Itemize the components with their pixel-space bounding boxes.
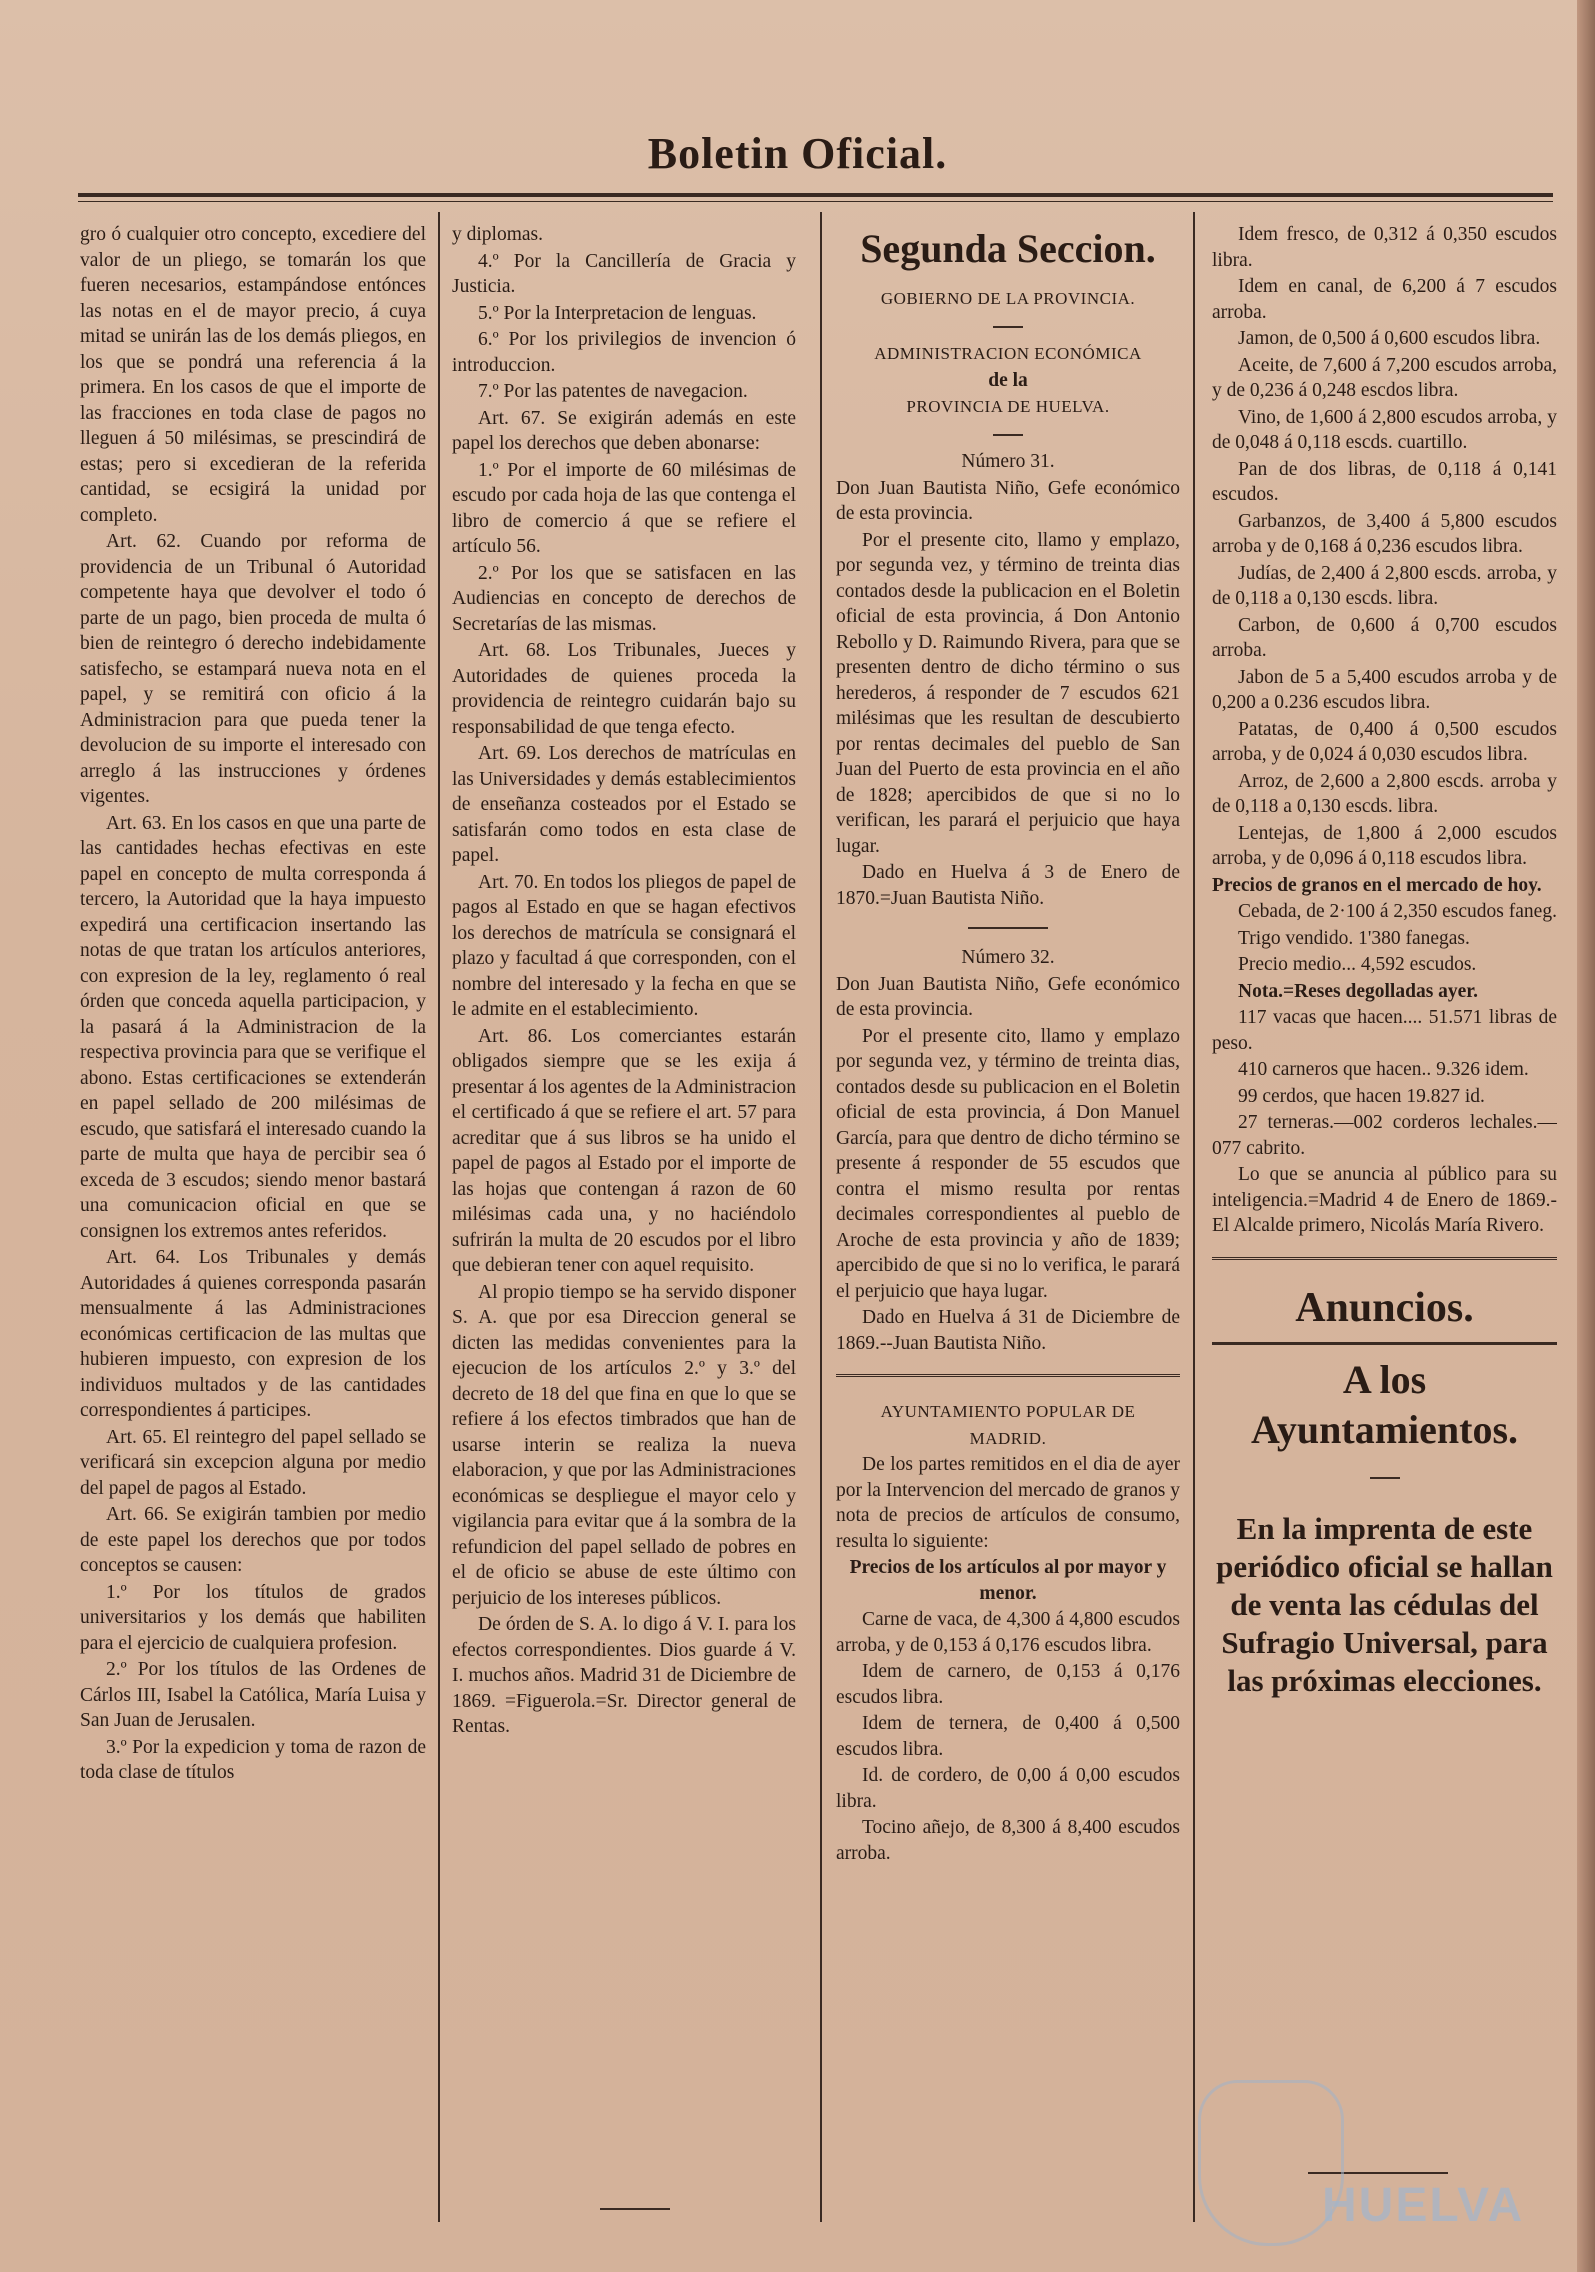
- paragraph: 6.º Por los privilegios de invencion ó introduccion.: [452, 329, 796, 376]
- paragraph: 1.º Por los títulos de grados universitarios y los demás que habiliten para el ejercicio de cualquiera profesion.: [80, 1581, 426, 1654]
- column-divider-3: [1193, 212, 1195, 2222]
- granos-heading: Precios de granos en el mercado de hoy.: [1212, 874, 1542, 896]
- price-item: Tocino añejo, de 8,300 á 8,400 escudos arroba.: [836, 1817, 1180, 1864]
- paragraph: y diplomas.: [452, 224, 543, 245]
- paragraph: Don Juan Bautista Niño, Gefe económico de esta provincia.: [836, 477, 1180, 524]
- anuncios-title: Anuncios.: [1295, 1284, 1474, 1331]
- advertisement-body: En la imprenta de este periódico oficial se hallan de venta las cédulas del Sufragio Universal, para las próximas elecciones.: [1216, 1511, 1553, 1698]
- nota-heading: Nota.=Reses degolladas ayer.: [1238, 980, 1479, 1002]
- section-rule: [1212, 1257, 1557, 1260]
- dash: [1212, 1465, 1557, 1491]
- reses-item: 117 vacas que hacen.... 51.571 libras de peso.: [1212, 1007, 1557, 1054]
- column-4: [1212, 222, 1557, 2222]
- signature-paragraph: De órden de S. A. lo digo á V. I. para los efectos correspondientes. Dios guarde á V. I. muchos años. Madrid 31 de Diciembre de 1869. =Figuerola.=Sr. Director general de Rentas.: [452, 1614, 796, 1737]
- anuncios-rule: [1212, 1342, 1557, 1345]
- column-divider-1: [438, 212, 440, 2222]
- price-item: Arroz, de 2,600 a 2,800 escds. arroba y de 0,118 a 0,130 escds. libra.: [1212, 770, 1557, 817]
- paragraph: 3.º Por la expedicion y toma de razon de toda clase de títulos: [80, 1736, 426, 1783]
- reses-item: 410 carneros que hacen.. 9.326 idem.: [1238, 1059, 1529, 1080]
- admin-heading-de-la: de la: [988, 369, 1028, 391]
- price-item: Id. de cordero, de 0,00 á 0,00 escudos libra.: [836, 1765, 1180, 1812]
- closing-paragraph: Lo que se anuncia al público para su inteligencia.=Madrid 4 de Enero de 1869.-El Alcalde primero, Nicolás María Rivero.: [1212, 1164, 1557, 1236]
- article-86: Art. 86. Los comerciantes estarán obligados siempre que se les exija á presentar á los agentes de la Administracion el certificado á que se refiere el art. 57 para acreditar que á sus libros se ha unido el papel de pagos al Estado por el importe de las hojas que contengan á razon de 60 milésimas cada una, y no haciéndolo sufrirán la multa de 20 escudos por el libro que debieran tener con aquel requisito.: [452, 1025, 796, 1276]
- gobierno-heading: GOBIERNO DE LA PROVINCIA.: [880, 289, 1136, 308]
- numero-32: Número 32.: [961, 947, 1055, 968]
- column-1: [80, 222, 426, 2222]
- price-item: Judías, de 2,400 á 2,800 escds. arroba, y de 0,118 a 0,130 escds. libra.: [1212, 562, 1557, 609]
- price-item: Pan de dos libras, de 0,118 á 0,141 escudos.: [1212, 458, 1557, 505]
- paragraph: Don Juan Bautista Niño, Gefe económico de esta provincia.: [836, 973, 1180, 1020]
- grain-item: Cebada, de 2·100 á 2,350 escudos faneg.: [1238, 901, 1557, 922]
- price-item: Patatas, de 0,400 á 0,500 escudos arroba, y de 0,024 á 0,030 escudos libra.: [1212, 718, 1557, 765]
- archive-stamp-text: HUELVA: [1322, 2179, 1525, 2232]
- article-68: Art. 68. Los Tribunales, Jueces y Autoridades de quienes proceda la providencia de reintegro cuidarán bajo su responsabilidad de que tenga efecto.: [452, 640, 796, 738]
- article-65: Art. 65. El reintegro del papel sellado se verificará sin excepcion alguna por medio del papel de pagos al Estado.: [80, 1426, 426, 1499]
- article-69: Art. 69. Los derechos de matrículas en las Universidades y demás establecimientos de enseñanza costeados por el Estado se satisfarán como todos en esta clase de papel.: [452, 743, 796, 866]
- header-rule: [78, 193, 1553, 197]
- price-item: Jabon de 5 a 5,400 escudos arroba y de 0,200 a 0.236 escudos libra.: [1212, 666, 1557, 713]
- price-item: Idem fresco, de 0,312 á 0,350 escudos libra.: [1212, 224, 1557, 271]
- article-62: Art. 62. Cuando por reforma de providencia de un Tribunal ó Autoridad competente haya que devolver el todo ó parte de un pago, bien proceda de multa ó bien de reintegro ó derecho indebidamente satisfecho, se estampará nueva nota en el papel, y se remitirá con oficio á la Administracion para que pueda tener la devolucion de su importe el interesado con arreglo á las instrucciones y órdenes vigentes.: [80, 531, 426, 807]
- paragraph: 2.º Por los que se satisfacen en las Audiencias en concepto de derechos de Secretarías de las mismas.: [452, 562, 796, 635]
- reses-item: 99 cerdos, que hacen 19.827 id.: [1238, 1085, 1485, 1107]
- article-66: Art. 66. Se exigirán tambien por medio de este papel los derechos que por todos conceptos se causen:: [80, 1504, 426, 1576]
- price-item: Idem de carnero, de 0,153 á 0,176 escudos libra.: [836, 1661, 1180, 1708]
- paragraph: Dado en Huelva á 3 de Enero de 1870.=Juan Bautista Niño.: [836, 862, 1180, 909]
- dash: [836, 422, 1180, 448]
- section-rule: [836, 1374, 1180, 1377]
- grain-item: Precio medio... 4,592 escudos.: [1238, 954, 1477, 975]
- paragraph: 7.º Por las patentes de navegacion.: [478, 381, 748, 402]
- paragraph: gro ó cualquier otro concepto, excediere del valor de un pliego, se tomarán los que fueren necesarios, estampándose entónces las notas en el de mayor precio, á cuya mitad se unirán las de los demás pliegos, en los que se pondrá una referencia á la primera. En los casos de que el importe de las fracciones en toda clase de pagos no lleguen á 50 milésimas, se prescindirá de estas; pero si excedieran de la referida cantidad, se ecsigirá la unidad por completo.: [80, 224, 426, 526]
- column-2: [452, 222, 796, 2222]
- header-rule-thin: [78, 201, 1553, 202]
- paragraph: Al propio tiempo se ha servido disponer S. A. que por esa Direccion general se dicten las medidas convenientes para la ejecucion de los artículos 2.º y 3.º del decreto de 18 del que fina en que lo que se refiere á los efectos timbrados que han de usarse interin se realiza la nueva elaboracion, y que por las Administraciones económicas se despliegue el mayor celo y vigilancia para evitar que á la sombra de la refundicion del papel sellado de pobres en el de oficio se abuse de este último con perjuicio de los intereses públicos.: [452, 1281, 796, 1609]
- paragraph: 1.º Por el importe de 60 milésimas de escudo por cada hoja de las que contenga el libro de comercio á que se refiere el artículo 56.: [452, 459, 796, 557]
- masthead-title: Boletin Oficial.: [647, 129, 948, 178]
- dash: [836, 314, 1180, 340]
- paragraph: Por el presente cito, llamo y emplazo, por segunda vez, y término de treinta dias contados desde la publicacion en el Boletin oficial de esta provincia, á Don Antonio Rebollo y D. Raimundo Rivera, para que se presenten dentro de dicho término o sus herederos, á responder de 7 escudos 621 milésimas que les resultan de descubierto por rentas decimales del pueblo de San Juan del Puerto de esta provincia en el año de 1828; apercibidos de que si no lo verifican, les parará el perjuicio que haya lugar.: [836, 529, 1180, 857]
- numero-31: Número 31.: [961, 451, 1055, 472]
- section-title: Segunda Seccion.: [860, 226, 1156, 271]
- grain-item: Trigo vendido. 1'380 fanegas.: [1238, 927, 1470, 949]
- paragraph: 2.º Por los títulos de las Ordenes de Cárlos III, Isabel la Católica, María Luisa y San Juan de Jerusalen.: [80, 1659, 426, 1731]
- paragraph: 5.º Por la Interpretacion de lenguas.: [478, 302, 757, 324]
- separator: [968, 927, 1048, 929]
- admin-heading-provincia: PROVINCIA DE HUELVA.: [906, 397, 1110, 416]
- price-item: Lentejas, de 1,800 á 2,000 escudos arroba, y de 0,096 á 0,118 escudos libra.: [1212, 822, 1557, 869]
- price-item: Carbon, de 0,600 á 0,700 escudos arroba.: [1212, 614, 1557, 661]
- column-3: [836, 222, 1180, 2222]
- column-end-rule: [600, 2208, 670, 2210]
- price-item: Jamon, de 0,500 á 0,600 escudos libra.: [1238, 328, 1541, 349]
- price-item: Idem en canal, de 6,200 á 7 escudos arroba.: [1212, 276, 1557, 323]
- article-63: Art. 63. En los casos en que una parte de las cantidades hechas efectivas en este papel en concepto de multa corresponda á tercero, la Autoridad que la haya impuesto expedirá una certificacion insertando las notas de que tratan los artículos anteriores, con expresion de la ley, reglamento ó real órden que conceda aquella participacion, y la pasará á la Administracion de la respectiva provincia para que se verifique el abono. Estas certificaciones se extenderán en papel sellado de 200 milésimas de escudo, que satisfará el interesado cuando la parte de multa que haya de percibir sea ó exceda de 3 escudos; siendo menor bastará una comunicacion oficial en que se consignen los extremos antes referidos.: [80, 812, 426, 1242]
- ayuntamientos-title: A los Ayuntamientos.: [1250, 1356, 1519, 1452]
- ayuntamiento-heading-madrid: MADRID.: [969, 1428, 1047, 1448]
- price-item: Aceite, de 7,600 á 7,200 escudos arroba, y de 0,236 á 0,248 escdos libra.: [1212, 354, 1557, 401]
- ayuntamiento-heading: AYUNTAMIENTO POPULAR DE: [880, 1402, 1136, 1421]
- price-item: Carne de vaca, de 4,300 á 4,800 escudos arroba, y de 0,153 á 0,176 escudos libra.: [836, 1609, 1180, 1656]
- paragraph: Dado en Huelva á 31 de Diciembre de 1869.--Juan Bautista Niño.: [836, 1307, 1180, 1354]
- paragraph: Por el presente cito, llamo y emplazo por segunda vez, y término de treinta dias, contados desde su publicacion en el Boletin oficial de esta provincia, á Don Manuel García, para que dentro de dicho término se presente á responder de 55 escudos que contra el mismo resulta por rentas decimales correspondientes al pueblo de Aroche de esta provincia y año de 1839; apercibido de que si no lo verifica, le parará el perjuicio que haya lugar.: [836, 1025, 1180, 1302]
- article-64: Art. 64. Los Tribunales y demás Autoridades á quienes corresponda pasarán mensualmente á las Administraciones económicas certificacion de las multas que hubieren impuesto, con expresion de los individuos multados y de las cantidades correspondientes á participes.: [80, 1247, 426, 1421]
- admin-heading: ADMINISTRACION ECONÓMICA: [874, 344, 1142, 363]
- price-item: Garbanzos, de 3,400 á 5,800 escudos arroba y de 0,168 á 0,236 escudos libra.: [1212, 510, 1557, 557]
- article-67: Art. 67. Se exigirán además en este papel los derechos que deben abonarse:: [452, 407, 796, 454]
- page-edge: [1577, 0, 1595, 2272]
- paragraph: De los partes remitidos en el dia de ayer por la Intervencion del mercado de granos y nota de precios de artículos de consumo, resulta lo siguiente:: [836, 1454, 1180, 1552]
- paragraph: 4.º Por la Cancillería de Gracia y Justicia.: [452, 250, 796, 297]
- reses-item: 27 terneras.—002 corderos lechales.—077 cabrito.: [1212, 1112, 1557, 1159]
- article-70: Art. 70. En todos los pliegos de papel de pagos al Estado en que se hagan efectivos los derechos de matrícula se consignará el plazo y facultad á que corresponden, con el nombre del interesado y la fecha en que se le admite en el establecimiento.: [452, 871, 796, 1020]
- precios-heading: Precios de los artículos al por mayor y menor.: [849, 1557, 1167, 1604]
- column-divider-2: [820, 212, 822, 2222]
- price-item: Vino, de 1,600 á 2,800 escudos arroba, y de 0,048 á 0,118 escds. cuartillo.: [1212, 406, 1557, 453]
- price-item: Idem de ternera, de 0,400 á 0,500 escudos libra.: [836, 1713, 1180, 1760]
